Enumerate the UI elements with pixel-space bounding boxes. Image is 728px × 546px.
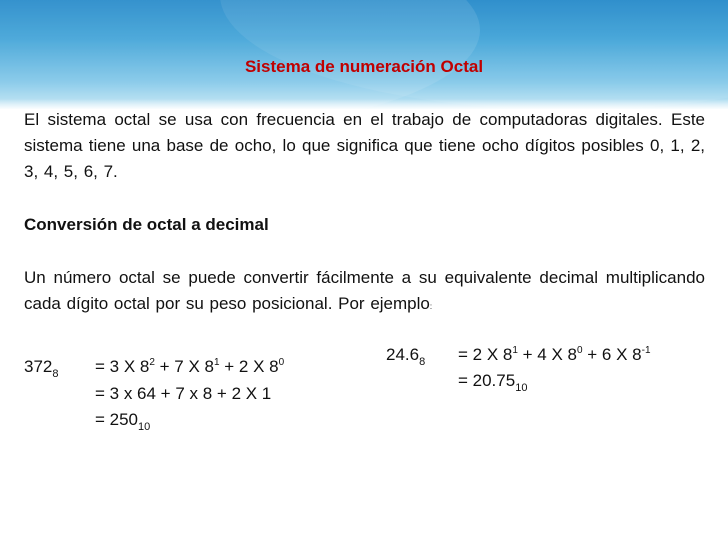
- example1-term: + 7 X 8: [154, 357, 214, 376]
- conversion-paragraph: [24, 265, 705, 320]
- example1-result-base: 10: [138, 421, 151, 433]
- example2-number-value: 24.6: [386, 345, 420, 364]
- example1-term: = 3 X 8: [95, 357, 150, 376]
- example2-term: + 4 X 8: [517, 345, 577, 364]
- example1-number-value: 372: [24, 357, 53, 376]
- example1-result: [95, 410, 151, 433]
- bottom-strip: [0, 540, 728, 546]
- example2-exponent: 0: [577, 345, 583, 356]
- example2-term: = 2 X 8: [458, 345, 513, 364]
- example1-number-base: 8: [52, 368, 59, 380]
- example1-exponent: 1: [214, 357, 220, 368]
- example2-result: [458, 371, 528, 394]
- conversion-paragraph-colon: :: [429, 302, 433, 311]
- example1-number: [24, 357, 59, 380]
- example2-term: + 6 X 8: [582, 345, 642, 364]
- example2-number-base: 8: [419, 356, 426, 368]
- intro-paragraph: El sistema octal se usa con frecuencia en el trabajo de computadoras digitales. Este sistema tiene una base de ocho, lo que significa que tiene ocho dígitos posibles 0, 1, 2, 3, 4, 5, 6, 7.: [24, 110, 705, 181]
- example2-exponent: -1: [641, 345, 651, 356]
- example2-number: [386, 345, 426, 368]
- example1-exponent: 2: [149, 357, 155, 368]
- section-heading: Conversión de octal a decimal: [24, 215, 269, 234]
- example2-result-value: = 20.75: [458, 371, 516, 390]
- example1-exponent: 0: [278, 357, 285, 368]
- example2-exponent: 1: [512, 345, 518, 356]
- conversion-paragraph-text: Un número octal se puede convertir fácilmente a su equivalente decimal multiplicando cada dígito octal por su peso posicional. Por ejemplo: [24, 268, 705, 313]
- example2-line1: [458, 345, 651, 365]
- example1-result-value: = 250: [95, 410, 139, 429]
- example1-term: + 2 X 8: [219, 357, 279, 376]
- header-banner: [0, 0, 728, 109]
- example1-line2: = 3 x 64 + 7 x 8 + 2 X 1: [95, 384, 272, 403]
- example1-line1: [95, 357, 284, 377]
- example2-result-base: 10: [515, 382, 528, 394]
- slide-title: Sistema de numeración Octal: [244, 57, 484, 76]
